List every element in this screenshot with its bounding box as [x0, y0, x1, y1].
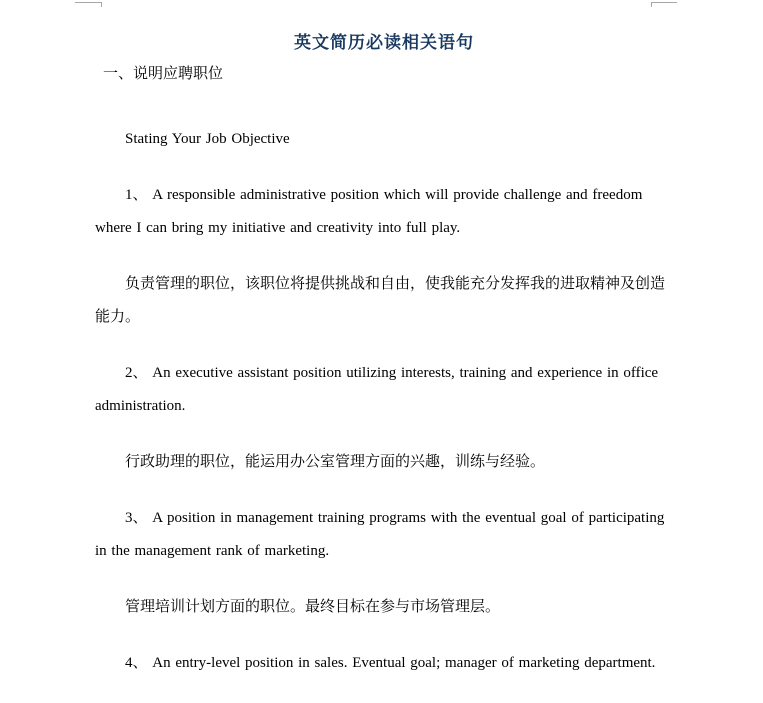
document-title: 英文简历必读相关语句: [294, 33, 474, 52]
section-heading: 一、说明应聘职位: [103, 66, 224, 82]
document-text-area: [95, 0, 673, 703]
paragraph: 4、 An entry-level position in sales. Eventual goal; manager of marketing department.: [125, 655, 656, 671]
document-body: [95, 123, 673, 680]
paragraph: Stating Your Job Objective: [125, 131, 290, 147]
paragraph: 2、 An executive assistant position utilizing interests, training and experience in office administration.: [95, 365, 659, 414]
paragraph: 3、 A position in management training programs with the eventual goal of participating in the management rank of marketing.: [95, 510, 665, 559]
paragraph: 管理培训计划方面的职位。最终目标在参与市场管理层。: [125, 599, 501, 615]
paragraph: 行政助理的职位，能运用办公室管理方面的兴趣，训练与经验。: [125, 454, 546, 470]
paragraph: 1、 A responsible administrative position which will provide challenge and freedom where I can bring my initiative and creativity into full play.: [95, 187, 643, 236]
paragraph: 负责管理的职位，该职位将提供挑战和自由，使我能充分发挥我的进取精神及创造能力。: [95, 276, 666, 325]
